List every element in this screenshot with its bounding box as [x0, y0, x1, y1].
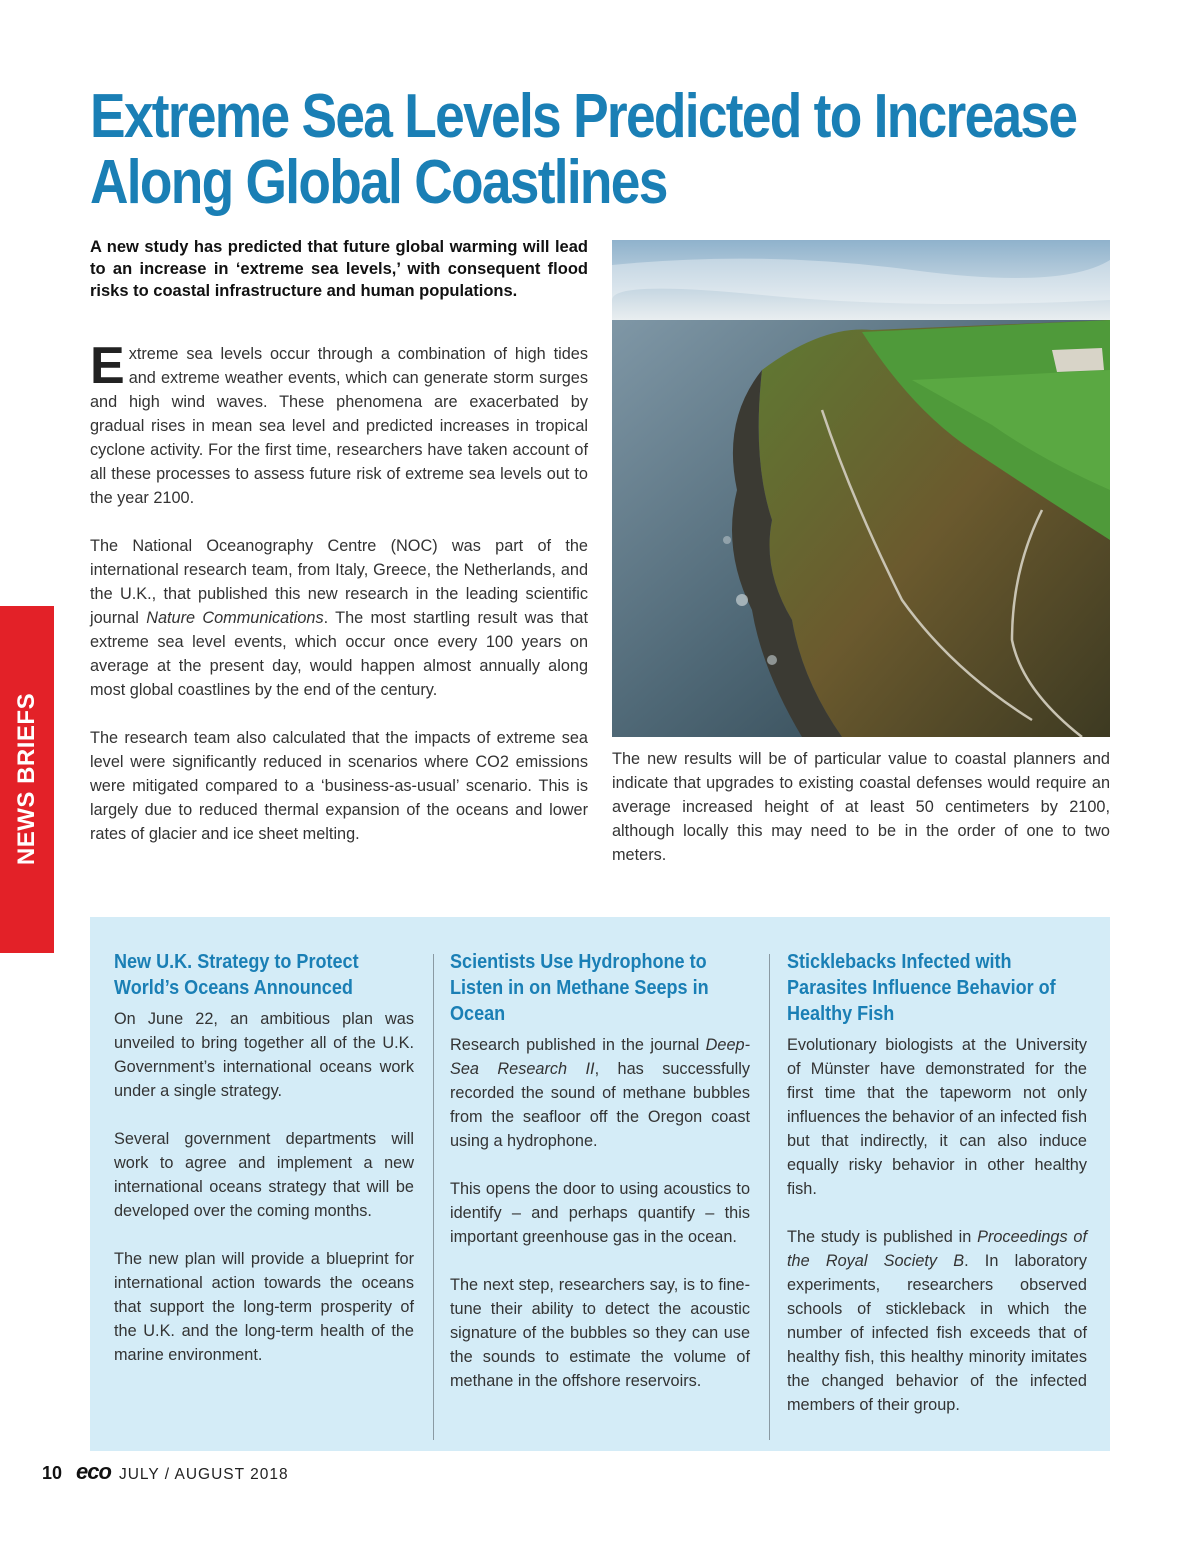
- brief-paragraph: The next step, researchers say, is to fine-tune their ability to detect the acoustic signature of the bubbles so they can use the sounds to estimate the volume of methane in the offshore reservoirs.: [450, 1276, 750, 1390]
- brief-paragraph: This opens the door to using acoustics to identify – and perhaps quantify – this important greenhouse gas in the ocean.: [450, 1180, 750, 1246]
- article-paragraph-3: The research team also calculated that the impacts of extreme sea level were significantly reduced in scenarios where CO2 emissions were mitigated compared to a ‘business-as-usual’ scenario. This is largely due to reduced thermal expansion of the oceans and lower rates of glacier and ice sheet melting.: [90, 729, 588, 843]
- news-briefs-box: [90, 917, 1110, 1451]
- drop-cap: E: [90, 337, 125, 395]
- brief-sticklebacks: [787, 949, 1087, 1441]
- brief-title: New U.K. Strategy to Protect World’s Oceans Announced: [114, 950, 359, 999]
- brief-paragraph: The new plan will provide a blueprint for international action towards the oceans that support the long-term prosperity of the U.K. and the long-term health of the marine environment.: [114, 1250, 414, 1364]
- page-footer: [42, 1459, 289, 1489]
- magazine-logo: eco: [76, 1459, 111, 1484]
- brief-title: Sticklebacks Infected with Parasites Influence Behavior of Healthy Fish: [787, 950, 1056, 1025]
- brief-uk-strategy: [114, 949, 414, 1391]
- article-column-left: [90, 337, 588, 870]
- coastline-photo: [612, 240, 1110, 737]
- journal-name: Deep-Sea Research II: [450, 1036, 750, 1078]
- coastline-aerial-image: [612, 240, 1110, 737]
- page-number: 10: [42, 1463, 63, 1483]
- brief-paragraph: Evolutionary biologists at the University of Münster have demonstrated for the first time that the tapeworm not only influences the behavior of an infected fish but that indirectly, it can also induce equally risky behavior in other healthy fish.: [787, 1036, 1087, 1198]
- article-column-right: [612, 747, 1110, 891]
- brief-title: Scientists Use Hydrophone to Listen in on Methane Seeps in Ocean: [450, 950, 709, 1025]
- column-divider: [769, 954, 770, 1440]
- column-divider: [433, 954, 434, 1440]
- issue-date: JULY / AUGUST 2018: [118, 1466, 289, 1483]
- article-title: Extreme Sea Levels Predicted to Increase Along Global Coastlines: [90, 82, 1077, 217]
- article-lead: A new study has predicted that future global warming will lead to an increase in ‘extreme sea levels,’ with consequent flood risks to coastal infrastructure and human populations.: [90, 238, 588, 300]
- section-tab: [0, 606, 54, 953]
- journal-name: Nature Communications: [146, 609, 324, 627]
- brief-paragraph: Several government departments will work to agree and implement a new international oceans strategy that will be developed over the coming months.: [114, 1130, 414, 1220]
- brief-paragraph: Research published in the journal Deep-Sea Research II, has successfully recorded the sound of methane bubbles from the seafloor off the Oregon coast using a hydrophone.: [450, 1036, 750, 1150]
- article-paragraph-4: The new results will be of particular value to coastal planners and indicate that upgrades to existing coastal defenses would require an average increased height of at least 50 centimeters by 2100, although locally this may need to be in the order of one to two meters.: [612, 750, 1110, 864]
- brief-hydrophone: [450, 949, 750, 1417]
- section-tab-label: NEWS BRIEFS: [13, 692, 40, 866]
- article-paragraph-2: The National Oceanography Centre (NOC) was part of the international research team, from Italy, Greece, the Netherlands, and the U.K., that published this new research in the leading scientific journal Nature Communications. The most startling result was that extreme sea level events, which occur once every 100 years on average at the present day, would happen almost annually along most global coastlines by the end of the century.: [90, 537, 588, 699]
- brief-paragraph: The study is published in Proceedings of the Royal Society B. In laboratory experiments, researchers observed schools of stickleback in which the number of infected fish exceeds that of healthy fish, this healthy minority imitates the changed behavior of the infected members of their group.: [787, 1228, 1087, 1414]
- brief-paragraph: On June 22, an ambitious plan was unveiled to bring together all of the U.K. Government’s international oceans work under a single strategy.: [114, 1010, 414, 1100]
- journal-name: Proceedings of the Royal Society B: [787, 1228, 1087, 1270]
- article-paragraph-1: Extreme sea levels occur through a combination of high tides and extreme weather events, which can generate storm surges and high wind waves. These phenomena are exacerbated by gradual rises in mean sea level and predicted increases in tropical cyclone activity. For the first time, researchers have taken account of all these processes to assess future risk of extreme sea levels out to the year 2100.: [90, 337, 588, 507]
